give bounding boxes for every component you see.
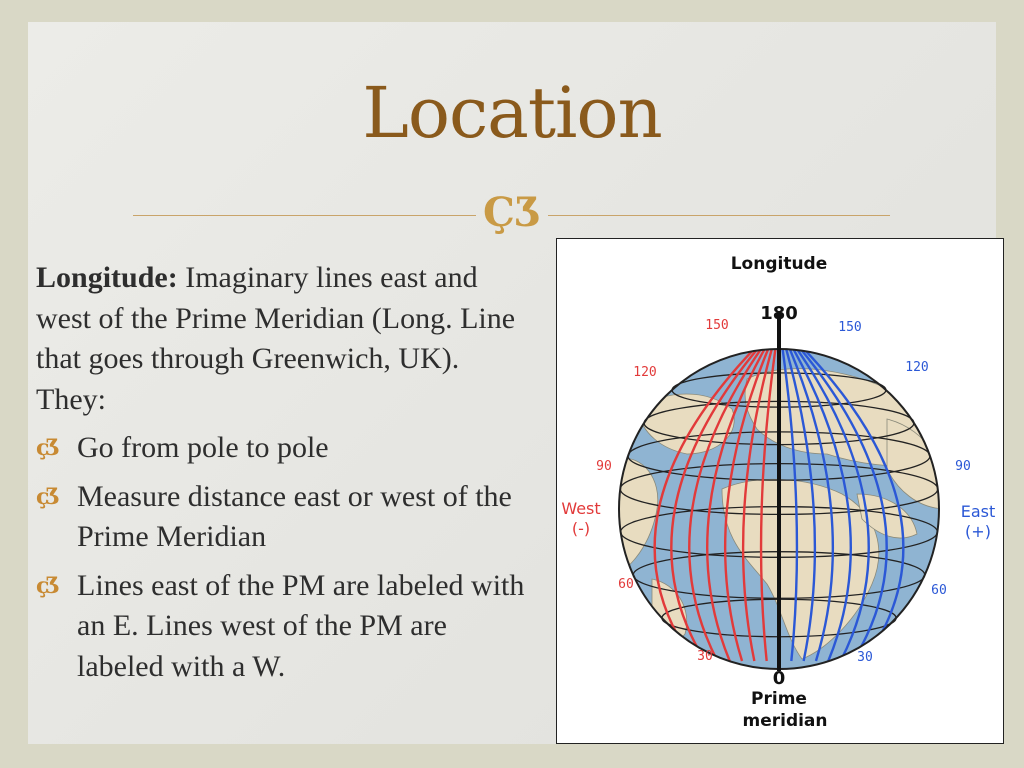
east-sign: (+)	[965, 522, 991, 541]
body-text	[36, 258, 536, 695]
west-degree-label: 30	[697, 649, 713, 664]
longitude-term: Longitude:	[36, 261, 178, 294]
ornament-icon: ÇƷ	[482, 189, 542, 236]
east-degree-label: 150	[838, 320, 862, 335]
figure-title: Longitude	[730, 254, 828, 274]
slide-title: Location	[362, 72, 662, 154]
list-item	[36, 428, 536, 469]
east-degree-label: 30	[857, 650, 873, 665]
west-degree-label: 150	[705, 318, 729, 333]
west-sign: (-)	[571, 519, 591, 538]
longitude-definition: Imaginary lines east and west of the Prime Meridian (Long. Line that goes through Greenwich, UK). They:	[36, 261, 516, 416]
bullet-icon: çƷ	[36, 483, 56, 510]
west-degree-label: 120	[633, 365, 657, 380]
east-degree-label: 90	[955, 459, 971, 474]
bullet-list	[36, 428, 536, 687]
longitude-diagram	[556, 238, 1004, 744]
label-0: 0	[772, 668, 786, 689]
bullet-text: Measure distance east or west of the Prime Meridian	[77, 479, 512, 553]
bullet-text: Go from pole to pole	[77, 431, 329, 464]
east-degree-label: 120	[905, 360, 929, 375]
bullet-icon: çƷ	[36, 435, 56, 461]
title-divider-right	[548, 215, 890, 216]
east-degree-label: 60	[931, 583, 947, 598]
meridian-label: meridian	[742, 711, 828, 731]
label-180: 180	[760, 303, 798, 324]
intro-paragraph	[36, 258, 536, 420]
list-item	[36, 566, 536, 688]
globe-svg	[557, 239, 1002, 742]
bullet-icon: çƷ	[36, 572, 56, 599]
west-degree-label: 60	[618, 577, 634, 592]
west-label: West	[561, 499, 601, 518]
prime-label: Prime	[751, 689, 807, 709]
title-divider-left	[133, 215, 476, 216]
east-label: East	[960, 502, 996, 521]
bullet-text: Lines east of the PM are labeled with an E. Lines west of the PM are labeled with a W.	[77, 568, 525, 683]
west-degree-label: 90	[596, 459, 612, 474]
list-item	[36, 477, 536, 558]
